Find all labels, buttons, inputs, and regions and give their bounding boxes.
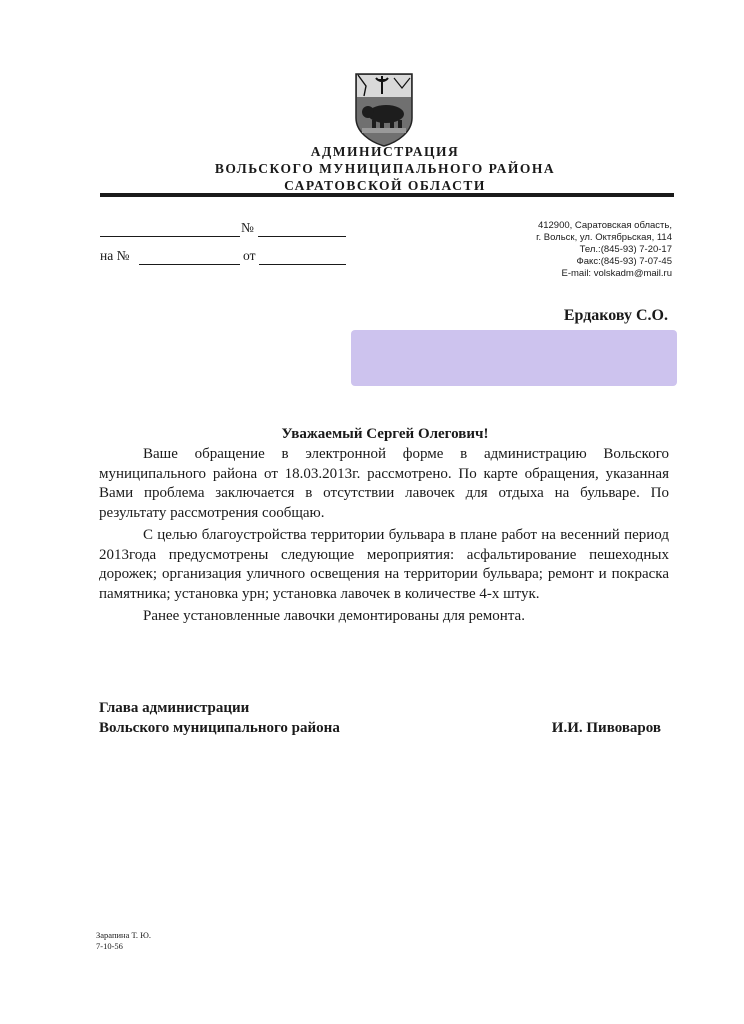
signatory-title-line1: Глава администрации — [99, 700, 250, 716]
date-label: от — [243, 248, 256, 263]
address-fax: Факс:(845-93) 7-07-45 — [576, 256, 672, 267]
body-paragraph-3: Ранее установленные лавочки демонтированы для ремонта. — [143, 608, 525, 624]
date-line — [259, 264, 346, 265]
address-email: E-mail: volskadm@mail.ru — [561, 268, 672, 279]
org-title-line3: САРАТОВСКОЙ ОБЛАСТИ — [284, 178, 486, 193]
body-paragraph-2: С целью благоустройства территории бульвара в плане работ на весенний период 2013года предусмотрены следующие мероприятия: асфальтирование пешеходных дорожек; организация уличного освещения на территории бульвара; ремонт и покраска памятника; установка урн; установка лавочек в количестве 4-х штук. — [99, 527, 669, 602]
number-sign: № — [241, 220, 254, 235]
address-phone: Тел.:(845-93) 7-20-17 — [579, 244, 672, 255]
sender-address — [472, 220, 672, 280]
executor-phone: 7-10-56 — [96, 941, 123, 951]
org-title-line1: АДМИНИСТРАЦИЯ — [310, 144, 460, 159]
signatory-title — [99, 698, 340, 738]
signatory-title-line2: Вольского муниципального района — [99, 720, 340, 736]
address-line1: 412900, Саратовская область, — [537, 220, 672, 231]
coat-of-arms-icon — [352, 70, 416, 148]
executor-info — [96, 930, 151, 952]
executor-name: Зарапина Т. Ю. — [96, 930, 151, 940]
ref-number-line — [139, 264, 240, 265]
recipient-name: Ердакову С.О. — [563, 307, 668, 324]
letter-body — [99, 445, 669, 630]
address-line2: г. Вольск, ул. Октябрьская, 114 — [536, 232, 672, 243]
signatory-name: И.И. Пивоваров — [551, 720, 661, 736]
number-line — [258, 236, 346, 237]
ref-number-label: на № — [100, 248, 130, 263]
body-paragraph-1: Ваше обращение в электронной форме в администрацию Вольского муниципального района от 18.03.2013г. рассмотрено. По карте обращения, указанная Вами проблема заключается в отсутствии лавочек для отдыха на бульваре. По результату рассмотрения сообщаю. — [99, 446, 669, 521]
org-title-line2: ВОЛЬСКОГО МУНИЦИПАЛЬНОГО РАЙОНА — [214, 161, 556, 176]
redacted-address-block — [351, 330, 677, 386]
outgoing-number-line — [100, 236, 240, 237]
letter-greeting: Уважаемый Сергей Олегович! — [281, 426, 489, 442]
header-divider — [100, 193, 674, 197]
